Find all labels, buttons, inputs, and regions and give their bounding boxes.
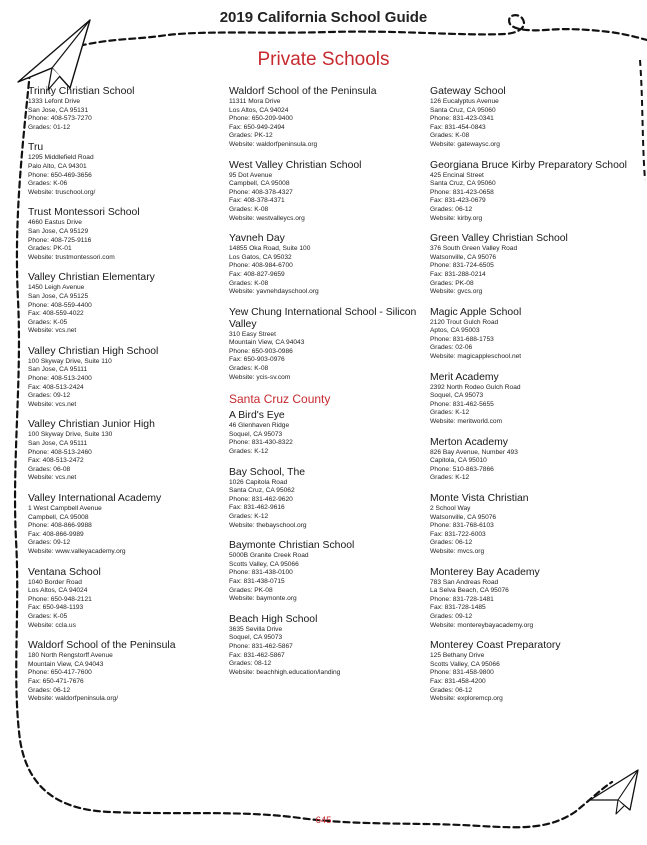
school-detail-line: 126 Eucalyptus Avenue: [430, 98, 499, 105]
school-detail-line: Grades: K-08: [430, 132, 470, 140]
school-detail-line: 3635 Sevilla Drive: [229, 625, 283, 633]
school-detail-line: Mountain View, CA 94043: [229, 339, 305, 347]
school-entry: [28, 142, 218, 197]
school-detail-line: Grades: 06-12: [430, 205, 473, 213]
school-name: Ventana School: [28, 566, 101, 578]
school-detail-line: Phone: 408-559-4400: [28, 301, 92, 309]
school-detail-line: Palo Alto, CA 94301: [28, 162, 87, 170]
school-entry: [28, 207, 218, 262]
school-entry: [430, 307, 635, 362]
school-detail-line: 180 North Rengstorff Avenue: [28, 652, 113, 660]
school-name: Trust Montessori School: [28, 207, 140, 219]
school-name: Waldorf School of the Peninsula: [229, 86, 377, 97]
school-entry: [430, 86, 635, 150]
school-detail-line: Phone: 650-903-0986: [229, 347, 293, 355]
school-detail-line: Aptos, CA 95003: [430, 327, 480, 335]
school-detail-line: Grades: PK-08: [229, 586, 273, 594]
school-detail-line: Phone: 510-863-7866: [430, 465, 494, 473]
school-detail-line: Fax: 408-378-4371: [229, 197, 285, 205]
school-name: Baymonte Christian School: [229, 540, 355, 552]
school-detail-line: Soquel, CA 95073: [229, 430, 283, 438]
school-detail-line: Grades: PK-08: [430, 279, 474, 287]
school-detail-line: 1295 Middlefield Road: [28, 154, 94, 162]
school-detail-line: Grades: 09-12: [28, 392, 71, 400]
school-name: Valley International Academy: [28, 493, 162, 504]
school-entry: [28, 493, 218, 557]
school-detail-line: Fax: 408-827-9659: [229, 270, 285, 278]
school-entry: [430, 640, 635, 704]
school-name: Bay School, The: [229, 466, 306, 478]
school-detail-line: Phone: 650-948-2121: [28, 595, 92, 603]
school-detail-line: Phone: 831-438-0100: [229, 569, 293, 577]
school-entry: [229, 410, 424, 456]
school-detail-line: Phone: 831-430-8322: [229, 439, 293, 447]
school-name: Merit Academy: [430, 371, 499, 383]
school-column-2: [229, 86, 424, 687]
school-detail-line: Grades: K-12: [229, 448, 269, 456]
school-detail-line: Fax: 408-559-4022: [28, 310, 84, 318]
school-entry: [430, 372, 635, 427]
school-detail-line: 46 Glenhaven Ridge: [229, 422, 290, 430]
school-entry: [28, 640, 218, 704]
school-detail-line: Santa Cruz, CA 95062: [229, 487, 295, 495]
school-detail-line: 1 West Campbell Avenue: [28, 505, 102, 512]
school-detail-line: Fax: 831-722-6003: [430, 530, 486, 538]
school-name: Magic Apple School: [430, 306, 522, 318]
school-detail-line: San Jose, CA 95111: [28, 366, 88, 374]
school-detail-line: Grades: 01-12: [28, 123, 71, 131]
school-detail-line: 125 Bethany Drive: [430, 652, 485, 660]
school-detail-line: Grades: K-08: [229, 205, 269, 213]
school-detail-line: 4660 Eastus Drive: [28, 219, 82, 227]
school-entry: [28, 272, 218, 336]
school-detail-line: Grades: K-12: [430, 474, 470, 482]
school-detail-line: Phone: 831-462-5655: [430, 400, 494, 408]
school-detail-line: Grades: K-12: [430, 409, 470, 417]
school-detail-line: Website: magicappleschool.net: [430, 353, 522, 361]
school-detail-line: Watsonville, CA 95076: [430, 253, 497, 261]
school-detail-line: Grades: K-05: [28, 612, 68, 620]
school-detail-line: Grades: K-08: [229, 365, 269, 373]
school-detail-line: Fax: 831-438-0715: [229, 577, 285, 585]
school-name: Beach High School: [229, 613, 318, 625]
school-detail-line: Website: www.valleyacademy.org: [28, 547, 126, 555]
school-entry: [229, 307, 424, 383]
school-detail-line: Grades: 09-12: [430, 612, 473, 620]
school-detail-line: Website: vcs.net: [28, 400, 77, 408]
school-entry: [229, 614, 424, 678]
school-detail-line: Santa Cruz, CA 95060: [430, 106, 496, 114]
school-name: Monte Vista Christian: [430, 493, 529, 504]
school-detail-line: Grades: K-08: [229, 279, 269, 287]
school-detail-line: Website: gatewaysc.org: [430, 140, 500, 148]
school-detail-line: Phone: 831-728-1481: [430, 595, 494, 603]
school-detail-line: Fax: 831-462-9616: [229, 504, 285, 512]
school-detail-line: Fax: 650-948-1193: [28, 604, 84, 612]
school-detail-line: Mountain View, CA 94043: [28, 660, 104, 668]
school-detail-line: 2120 Trout Gulch Road: [430, 318, 499, 326]
school-detail-line: Fax: 831-288-0214: [430, 270, 486, 278]
school-column-1: [28, 86, 218, 714]
school-detail-line: Website: yavnehdayschool.org: [229, 288, 319, 296]
school-name: Valley Christian Elementary: [28, 272, 155, 284]
school-column-3: [430, 86, 635, 714]
school-detail-line: Campbell, CA 95008: [28, 513, 89, 521]
school-detail-line: 1040 Border Road: [28, 578, 82, 586]
school-detail-line: 826 Bay Avenue, Number 493: [430, 448, 518, 456]
school-detail-line: 425 Encinal Street: [430, 171, 484, 179]
school-detail-line: 1333 Lefont Drive: [28, 98, 81, 105]
school-detail-line: Website: vcs.net: [28, 474, 77, 482]
school-name: Yavneh Day: [229, 233, 285, 245]
school-detail-line: 310 Easy Street: [229, 330, 276, 338]
school-name: Green Valley Christian School: [430, 233, 568, 245]
school-detail-line: Watsonville, CA 95076: [430, 513, 497, 521]
school-detail-line: San Jose, CA 95131: [28, 106, 89, 114]
school-entry: [28, 346, 218, 410]
school-detail-line: Phone: 408-378-4327: [229, 188, 293, 196]
school-detail-line: Phone: 831-724-6505: [430, 262, 494, 270]
school-detail-line: Grades: 06-12: [28, 686, 71, 694]
school-name: Tru: [28, 142, 44, 154]
school-detail-line: Phone: 831-458-9800: [430, 669, 494, 677]
school-detail-line: Phone: 650-209-9400: [229, 115, 293, 123]
school-entry: [229, 160, 424, 224]
school-entry: [229, 86, 424, 150]
school-detail-line: La Selva Beach, CA 95076: [430, 587, 509, 595]
school-entry: [229, 233, 424, 297]
school-entry: [28, 86, 218, 132]
school-detail-line: Los Altos, CA 94024: [28, 587, 88, 595]
school-detail-line: Phone: 650-417-7600: [28, 669, 92, 677]
school-detail-line: 14855 Oka Road, Suite 100: [229, 245, 311, 253]
school-detail-line: Fax: 408-513-2424: [28, 383, 84, 391]
school-name: Monterey Bay Academy: [430, 566, 540, 578]
school-detail-line: Fax: 408-513-2472: [28, 457, 84, 465]
school-entry: [430, 160, 635, 224]
school-detail-line: Phone: 831-423-0658: [430, 188, 494, 196]
school-name: A Bird's Eye: [229, 410, 285, 422]
school-detail-line: Grades: 08-12: [229, 660, 272, 668]
school-detail-line: Fax: 831-458-4200: [430, 677, 486, 685]
school-detail-line: Grades: K-06: [28, 180, 68, 188]
school-detail-line: Website: gvcs.org: [430, 288, 483, 296]
school-detail-line: Phone: 831-462-5867: [229, 642, 293, 650]
school-name: Yew Chung International School - Silicon Valley: [229, 306, 417, 330]
school-entry: [430, 233, 635, 297]
school-detail-line: 11311 Mora Drive: [229, 98, 281, 105]
school-entry: [430, 567, 635, 631]
school-detail-line: Website: kirby.org: [430, 214, 483, 222]
school-name: Trinity Christian School: [28, 86, 135, 97]
school-detail-line: Phone: 408-513-2400: [28, 375, 92, 383]
page-number: 645: [315, 815, 332, 826]
school-detail-line: Grades: 02-06: [430, 344, 473, 352]
school-detail-line: Grades: K-12: [229, 513, 269, 520]
school-detail-line: Website: exploremcp.org: [430, 695, 503, 703]
school-detail-line: Grades: PK-12: [229, 132, 273, 140]
school-detail-line: 2392 North Rodeo Gulch Road: [430, 383, 521, 391]
school-detail-line: Grades: PK-01: [28, 245, 72, 253]
guide-title: 2019 California School Guide: [219, 9, 428, 26]
school-detail-line: Website: waldorfpeninsula.org/: [28, 695, 119, 703]
school-name: Merton Academy: [430, 436, 508, 448]
school-detail-line: Fax: 831-423-0679: [430, 197, 486, 205]
school-detail-line: Fax: 650-903-0976: [229, 356, 285, 364]
school-detail-line: Website: mvcs.org: [430, 547, 485, 555]
school-detail-line: Phone: 408-866-9988: [28, 522, 92, 530]
school-detail-line: Phone: 831-688-1753: [430, 335, 494, 343]
school-detail-line: Website: baymonte.org: [229, 595, 297, 603]
school-detail-line: Website: vcs.net: [28, 327, 77, 335]
school-detail-line: Grades: 06-12: [430, 686, 473, 694]
school-detail-line: Fax: 831-728-1485: [430, 604, 486, 612]
school-entry: [430, 493, 635, 557]
school-detail-line: 1450 Leigh Avenue: [28, 284, 85, 292]
section-title: Private Schools: [257, 49, 390, 70]
school-detail-line: 100 Skyway Drive, Suite 110: [28, 357, 112, 365]
school-detail-line: Grades: K-05: [28, 318, 68, 326]
school-detail-line: Scotts Valley, CA 95066: [430, 660, 500, 668]
school-detail-line: 100 Skyway Drive, Suite 130: [28, 431, 113, 439]
school-detail-line: San Jose, CA 95111: [28, 440, 88, 448]
school-detail-line: Website: thebayschool.org: [229, 521, 307, 529]
school-entry: [229, 467, 424, 531]
school-detail-line: Scotts Valley, CA 95066: [229, 560, 299, 568]
school-detail-line: Fax: 650-471-7676: [28, 677, 84, 685]
school-detail-line: Los Altos, CA 94024: [229, 106, 289, 114]
school-entry: [430, 437, 635, 483]
school-detail-line: Website: ccla.us: [28, 621, 76, 629]
school-detail-line: Phone: 831-768-6103: [430, 522, 494, 530]
school-detail-line: 5000B Granite Creek Road: [229, 552, 309, 560]
school-detail-line: Website: trustmontessori.com: [28, 253, 115, 261]
school-detail-line: Phone: 408-513-2460: [28, 448, 92, 456]
school-detail-line: Grades: 09-12: [28, 539, 71, 547]
school-detail-line: Capitola, CA 95010: [430, 457, 487, 465]
school-detail-line: Phone: 408-725-9116: [28, 236, 92, 244]
school-detail-line: Los Gatos, CA 95032: [229, 253, 292, 261]
school-entry: [28, 567, 218, 631]
school-detail-line: Phone: 650-469-3656: [28, 171, 92, 179]
school-detail-line: Website: ycis-sv.com: [229, 373, 291, 381]
school-detail-line: Fax: 408-866-9989: [28, 530, 84, 538]
school-detail-line: Phone: 831-423-0341: [430, 115, 494, 123]
school-entry: [229, 540, 424, 604]
school-detail-line: Phone: 408-573-7270: [28, 115, 92, 123]
school-detail-line: Website: waldorfpeninsula.org: [229, 140, 318, 148]
school-detail-line: Grades: 06-12: [430, 539, 473, 547]
school-detail-line: Soquel, CA 95073: [430, 392, 484, 400]
school-name: Valley Christian High School: [28, 345, 159, 357]
school-detail-line: Santa Cruz, CA 95060: [430, 180, 496, 188]
school-detail-line: Phone: 831-462-9620: [229, 495, 293, 503]
county-heading: Santa Cruz County: [229, 392, 331, 407]
school-name: Waldorf School of the Peninsula: [28, 640, 176, 652]
school-detail-line: Fax: 831-462-5867: [229, 651, 285, 659]
school-detail-line: San Jose, CA 95129: [28, 227, 89, 235]
school-detail-line: Website: truschool.org/: [28, 188, 96, 196]
school-detail-line: San Jose, CA 95125: [28, 292, 89, 300]
school-detail-line: Phone: 408-984-6700: [229, 262, 293, 270]
school-detail-line: Website: beachhigh.education/landing: [229, 668, 341, 676]
school-detail-line: Website: westvalleycs.org: [229, 214, 305, 222]
school-name: Valley Christian Junior High: [28, 419, 155, 431]
school-name: Monterey Coast Preparatory: [430, 640, 561, 652]
school-detail-line: 95 Dot Avenue: [229, 171, 273, 179]
school-name: West Valley Christian School: [229, 159, 362, 171]
school-detail-line: Fax: 831-454-0843: [430, 123, 486, 131]
school-detail-line: Fax: 650-949-2494: [229, 123, 285, 131]
school-detail-line: 2 School Way: [430, 505, 471, 512]
school-detail-line: Website: meritworld.com: [430, 418, 503, 426]
school-detail-line: 783 San Andreas Road: [430, 578, 499, 586]
school-detail-line: Campbell, CA 95008: [229, 180, 290, 188]
school-detail-line: 1026 Capitola Road: [229, 478, 288, 486]
school-detail-line: Soquel, CA 95073: [229, 634, 283, 642]
school-detail-line: Grades: 06-08: [28, 465, 71, 473]
school-name: Gateway School: [430, 86, 506, 97]
school-detail-line: Website: montereybayacademy.org: [430, 621, 534, 629]
school-name: Georgiana Bruce Kirby Preparatory School: [430, 159, 627, 171]
school-detail-line: 376 South Green Valley Road: [430, 245, 518, 253]
school-entry: [28, 419, 218, 483]
